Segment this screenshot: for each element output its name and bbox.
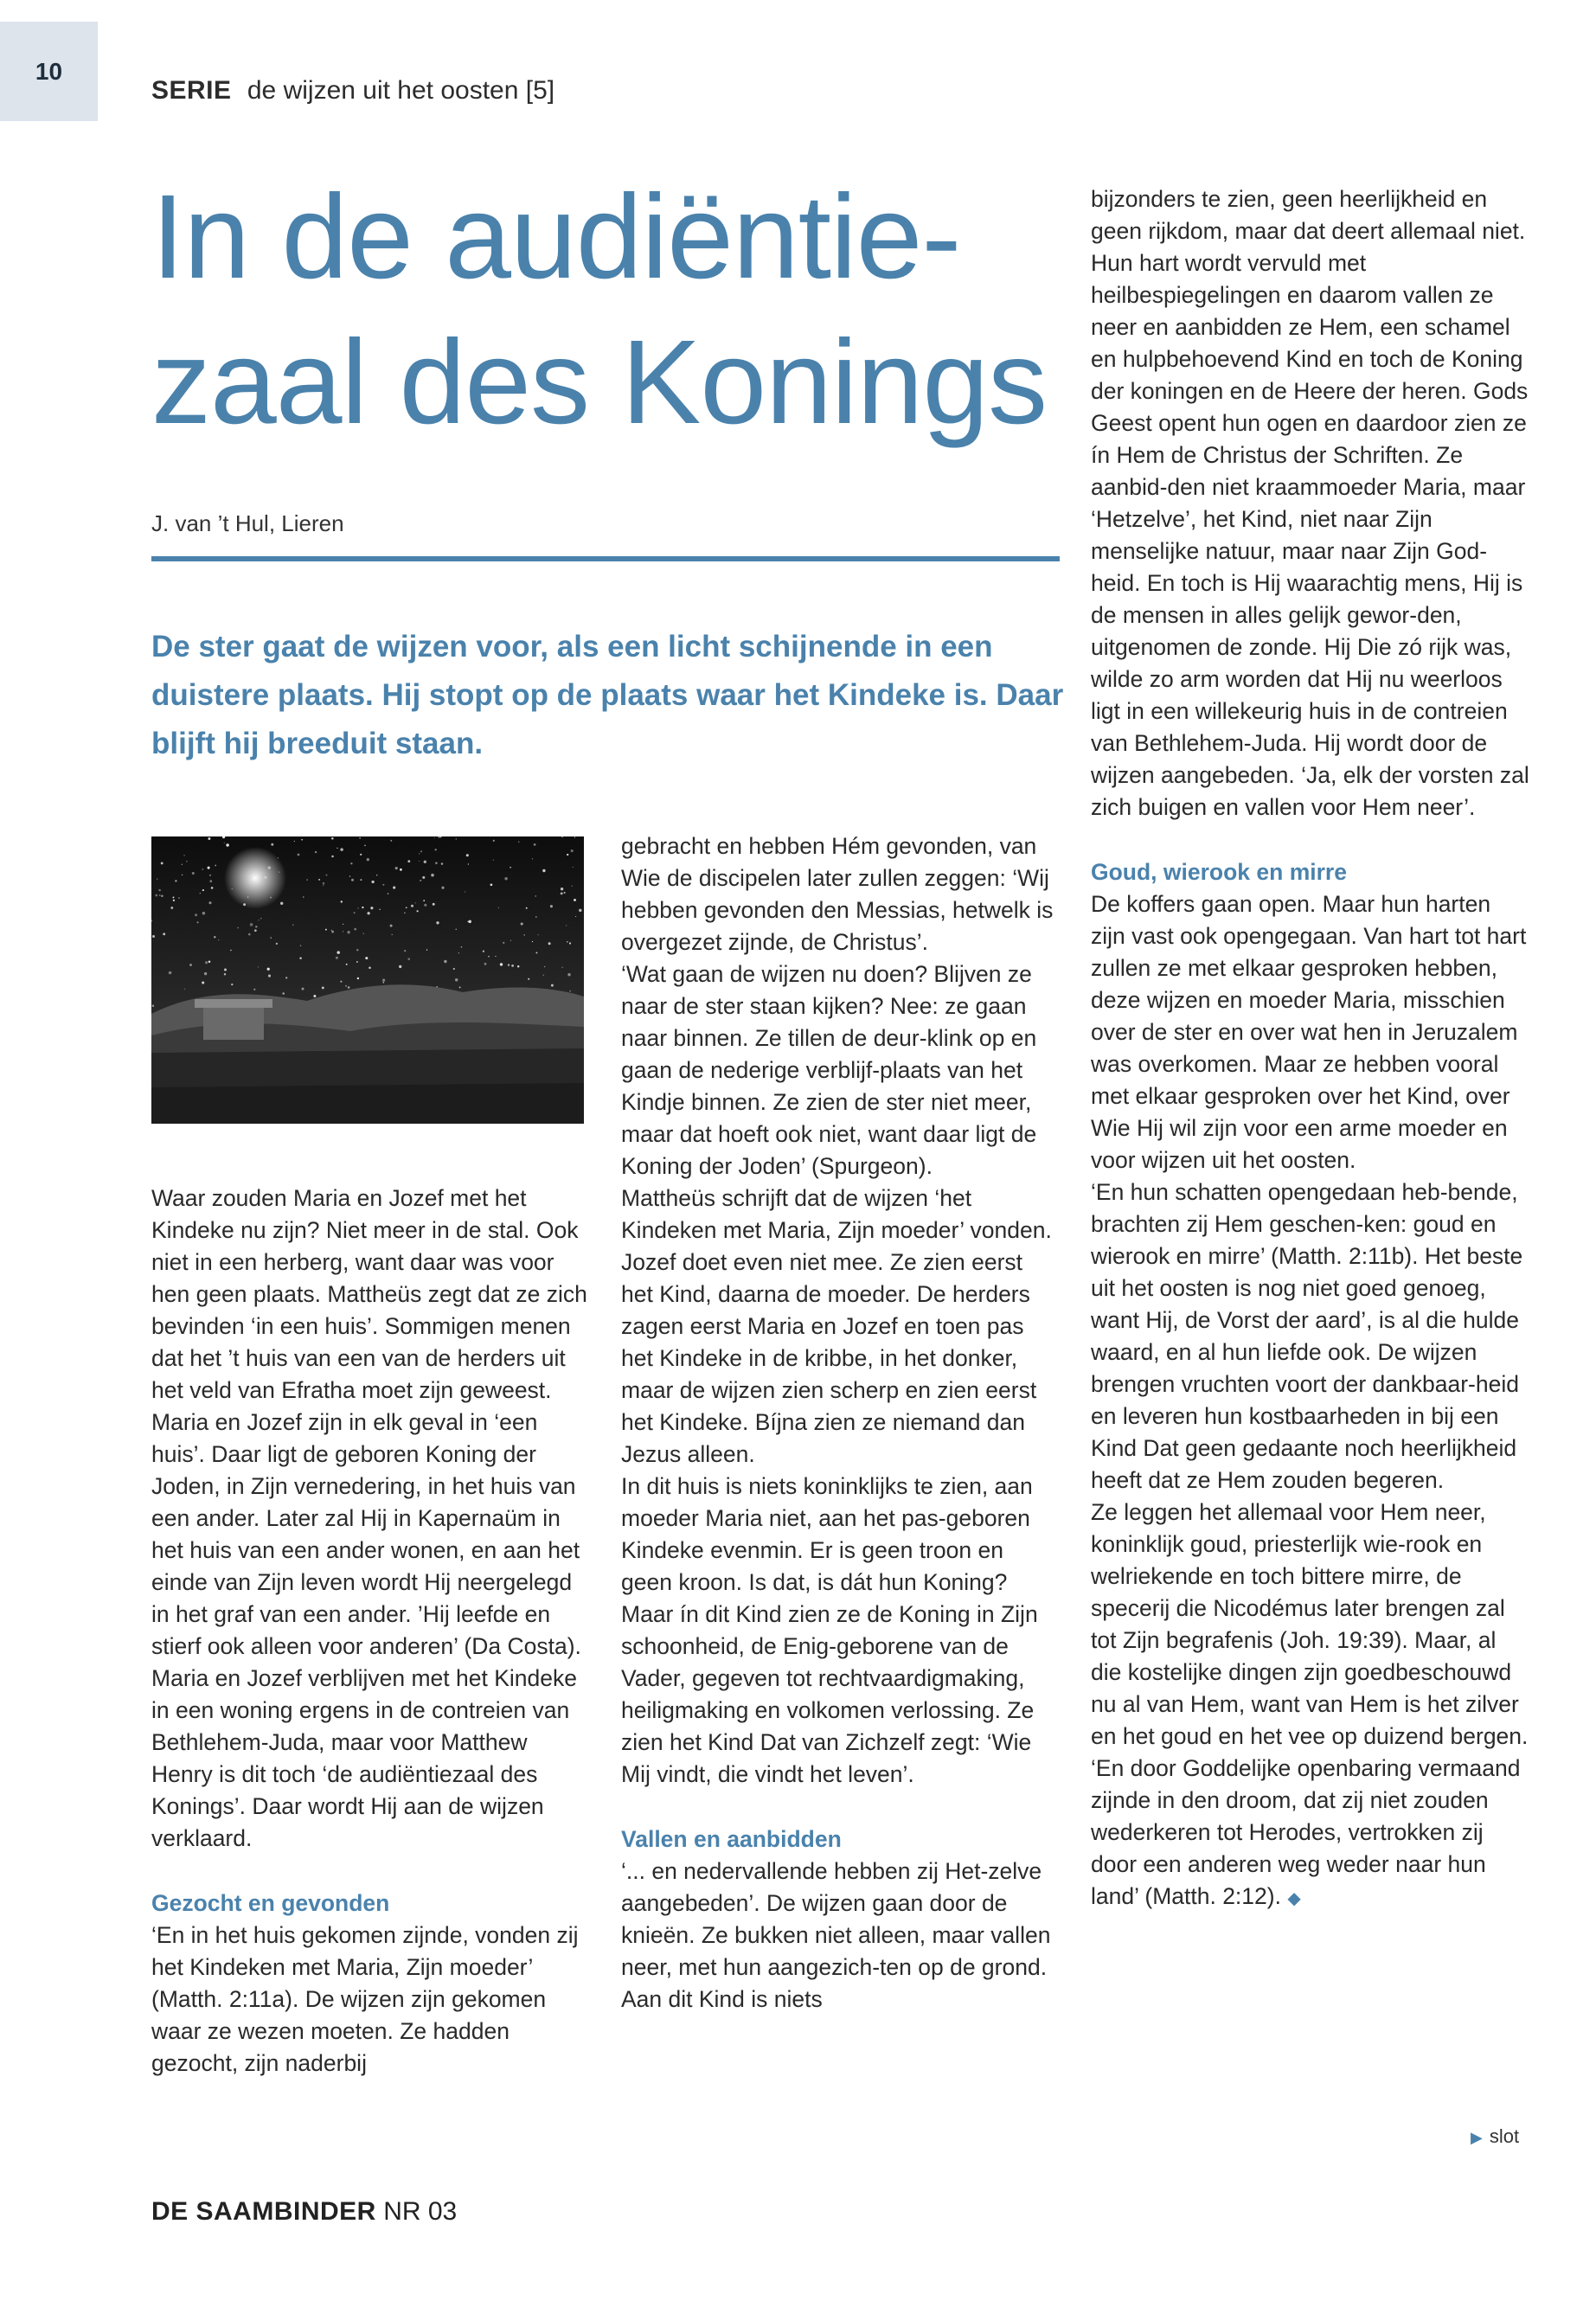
star-dot <box>407 958 410 960</box>
star-dot <box>209 880 212 882</box>
star-dot <box>331 856 334 858</box>
star-dot <box>363 933 364 934</box>
star-dot <box>461 946 463 948</box>
col3-paragraph-5 <box>1091 1753 1530 1915</box>
star-dot <box>356 961 358 963</box>
page-number: 10 <box>0 22 98 121</box>
col2-paragraph-3: Mattheüs schrijft dat de wijzen ‘het Kindeken met Maria, Zijn moeder’ vonden. Jozef doet even niet mee. Ze zien eerst het Kind, daarna de moeder. De herders zagen eerst Maria en Jozef en toen pas het Kindeke in de kribbe, in het donker, maar de wijzen zien scherp en zien eerst het Kindeke. Bíjna zien ze niemand dan Jezus alleen. <box>621 1185 1052 1467</box>
heading-gezocht-en-gevonden: Gezocht en gevonden <box>151 1890 390 1916</box>
star-dot <box>510 867 511 868</box>
star-dot <box>436 921 439 924</box>
star-dot <box>468 920 471 923</box>
star-dot <box>271 937 272 938</box>
star-dot <box>313 995 316 997</box>
star-dot <box>325 929 327 931</box>
star-dot <box>575 916 576 917</box>
star-dot <box>318 879 320 881</box>
star-dot <box>276 943 278 945</box>
star-night-illustration <box>151 836 584 1124</box>
star-dot <box>294 841 295 842</box>
star-dot <box>218 939 219 940</box>
column-1 <box>151 1183 591 2080</box>
star-dot <box>357 907 358 908</box>
star-dot <box>254 929 257 932</box>
star-dot <box>441 862 443 864</box>
star-dot <box>237 927 239 929</box>
star-dot <box>325 875 327 876</box>
author-byline: J. van ’t Hul, Lieren <box>151 510 344 536</box>
star-dot <box>250 923 253 926</box>
star-dot <box>500 963 503 965</box>
col1-paragraph-3: ‘En in het huis gekomen zijnde, vonden zij het Kindeken met Maria, Zijn moeder’ (Matth. 2:11a). De wijzen zijn gekomen waar ze wezen moeten. Ze hadden gezocht, zijn naderbij <box>151 1922 579 2076</box>
star-dot <box>189 964 192 966</box>
star-dot <box>550 905 553 907</box>
star-dot <box>192 872 195 875</box>
star-dot <box>535 916 537 918</box>
star-dot <box>357 977 359 979</box>
star-dot <box>483 951 484 952</box>
star-dot <box>205 961 208 964</box>
star-dot <box>224 973 226 975</box>
star-dot <box>532 941 533 942</box>
star-dot <box>260 918 261 919</box>
continuation-note <box>1471 2125 1519 2148</box>
star-dot <box>347 931 349 933</box>
star-dot <box>299 957 301 958</box>
star-dot <box>183 855 184 856</box>
star-dot <box>360 854 362 856</box>
star-dot <box>508 964 510 965</box>
star-dot <box>152 1004 155 1007</box>
column-2 <box>621 830 1061 2016</box>
star-dot <box>301 839 303 841</box>
star-dot <box>542 869 545 872</box>
star-dot <box>420 850 422 852</box>
star-dot <box>493 860 494 861</box>
col2-paragraph-1: gebracht en hebben Hém gevonden, van Wie de discipelen later zullen zeggen: ‘Wij hebben gevonden den Messias, hetwelk is overgezet zijnde, de Christus’. <box>621 833 1054 955</box>
star-dot <box>322 986 324 989</box>
star-dot <box>561 967 562 968</box>
star-dot <box>371 881 374 883</box>
star-dot <box>419 861 420 862</box>
col3-paragraph-2: De koffers gaan open. Maar hun harten zijn vast ook opengegaan. Van hart tot hart zullen ze met elkaar gesproken hebben, deze wijzen en moeder Maria, misschien over de ster en over wat hen in Jeruzalem was overkomen. Maar ze hebben vooral met elkaar gesproken over het Kind, over Wie Hij wil zijn voor een arme moeder en voor wijzen uit het oosten. <box>1091 891 1527 1173</box>
article-title-line-2: zaal des Konings <box>151 316 1048 449</box>
star-dot <box>573 867 574 868</box>
star-dot <box>173 900 175 901</box>
star-dot <box>202 912 205 914</box>
col2-paragraph-2: ‘Wat gaan de wijzen nu doen? Blijven ze naar de ster staan kijken? Nee: ze gaan naar binnen. Ze tillen de deur-klink op en gaan de nederige verblijf-plaats van het Kindje binnen. Ze zien de ster niet meer, maar dat hoeft ook niet, want daar ligt de Koning der Joden’ (Spurgeon). <box>621 961 1037 1179</box>
star-dot <box>369 966 371 969</box>
star-dot <box>230 950 232 952</box>
star-dot <box>548 942 551 945</box>
star-dot <box>336 957 338 959</box>
star-night-photo <box>151 836 584 1124</box>
star-dot <box>271 843 273 846</box>
col2-paragraph-5: ‘... en nedervallende hebben zij Het-zelve aangebeden’. De wijzen gaan door de knieën. Ze bukken niet alleen, maar vallen neer, met hun aangezich-ten op de grond. Aan dit Kind is niets <box>621 1858 1051 2012</box>
article-title-line-1: In de audiëntie- <box>151 170 961 304</box>
star-dot <box>569 942 571 944</box>
star-dot <box>468 863 469 864</box>
star-dot <box>382 982 384 984</box>
star-dot <box>285 977 287 978</box>
continuation-label: slot <box>1489 2125 1520 2147</box>
star-dot <box>382 979 385 982</box>
star-dot <box>224 969 227 971</box>
star-dot <box>202 868 203 870</box>
star-dot <box>337 951 340 954</box>
star-dot <box>214 936 215 938</box>
star-dot <box>306 879 308 881</box>
star-dot <box>184 989 185 990</box>
star-dot <box>382 884 384 886</box>
star-dot <box>208 961 211 964</box>
star-dot <box>255 926 257 927</box>
star-dot <box>532 858 533 859</box>
star-dot <box>453 968 455 970</box>
star-dot <box>579 909 581 912</box>
star-dot <box>528 978 529 980</box>
star-dot <box>268 975 271 977</box>
star-dot <box>248 933 251 936</box>
star-dot <box>419 853 420 854</box>
star-dot <box>340 981 342 983</box>
col1-paragraph-2: Maria en Jozef verblijven met het Kindeke in een woning ergens in de contreien van Bethlehem-Juda, maar voor Matthew Henry is dit toch ‘de audiëntiezaal des Konings’. Daar wordt Hij aan de wijzen verklaard. <box>151 1665 577 1851</box>
star-dot <box>292 925 293 926</box>
star-dot <box>360 879 362 881</box>
star-dot <box>186 861 187 862</box>
star-dot <box>543 975 544 976</box>
star-dot <box>544 966 545 967</box>
star-dot <box>161 862 163 864</box>
star-dot <box>393 887 395 889</box>
star-dot <box>400 868 402 871</box>
star-dot <box>414 902 415 903</box>
star-dot <box>406 907 407 908</box>
star-dot <box>349 875 351 877</box>
star-dot <box>495 956 496 957</box>
star-dot <box>215 865 216 867</box>
star-dot <box>567 854 568 856</box>
star-dot <box>561 892 563 894</box>
star-dot <box>231 984 233 985</box>
star-dot <box>158 889 161 892</box>
star-dot <box>571 849 574 852</box>
star-dot <box>456 838 457 839</box>
star-dot <box>390 925 393 927</box>
col1-paragraph-1: Waar zouden Maria en Jozef met het Kindeke nu zijn? Niet meer in de stal. Ook niet in een herberg, want daar was voor hen geen plaats. Mattheüs zegt dat ze zich bevinden ‘in een huis’. Sommigen menen dat het ’t huis van een van de herders uit het veld van Efratha moet zijn geweest. Maria en Jozef zijn in elk geval in ‘een huis’. Daar ligt de geboren Koning der Joden, in Zijn vernedering, in het huis van een ander. Later zal Hij in Kapernaüm in het huis van een ander wonen, en aan het einde van Zijn leven wordt Hij neergelegd in het graf van een ander. ’Hij leefde en stierf ook alleen voor anderen’ (Da Costa). <box>151 1185 587 1659</box>
triangle-right-icon: ▶ <box>1471 2129 1483 2146</box>
star-dot <box>258 966 259 967</box>
star-dot <box>567 941 568 943</box>
col2-paragraph-4: In dit huis is niets koninklijks te zien, aan moeder Maria niet, aan het pas-geboren Kindeke evenmin. Er is geen troon en geen kroon. Is dat, is dát hun Koning? Maar ín dit Kind zien ze de Koning in Zijn schoonheid, de Enig-geborene van de Vader, gegeven tot rechtvaardigmaking, heiligmaking en volkomen verlossing. Ze zien het Kind Dat van Zichzelf zegt: ‘Wie Mij vindt, die vindt het leven’. <box>621 1473 1038 1787</box>
star-dot <box>534 843 536 846</box>
star-dot <box>404 950 406 952</box>
star-dot <box>424 861 426 863</box>
star-dot <box>340 848 343 851</box>
col3-paragraph-4: Ze leggen het allemaal voor Hem neer, koninklijk goud, priesterlijk wie-rook en welriekende en toch bittere mirre, de specerij die Nicodémus later brengen zal tot Zijn begrafenis (Joh. 19:39). Maar, al die kostelijke dingen zijn goedbeschouwd nu al van Hem, want van Hem is het zilver en het goud en het vee op duizend bergen. <box>1091 1499 1529 1749</box>
star-dot <box>511 965 514 967</box>
heading-goud-wierook-mirre: Goud, wierook en mirre <box>1091 859 1347 885</box>
star-dot <box>566 925 567 926</box>
star-dot <box>350 862 352 864</box>
star-dot <box>303 896 304 897</box>
star-dot <box>493 840 495 842</box>
star-dot <box>535 952 537 953</box>
end-diamond-icon: ◆ <box>1287 1889 1301 1908</box>
star-dot <box>359 837 360 838</box>
star-dot <box>564 892 566 894</box>
star-dot <box>370 907 373 909</box>
title-rule <box>151 556 1060 561</box>
star-dot <box>399 965 401 968</box>
star-dot <box>362 907 363 908</box>
footer <box>151 2197 457 2227</box>
star-dot <box>155 894 157 897</box>
star-dot <box>518 842 519 843</box>
star-dot <box>424 904 426 907</box>
col3-paragraph-5-text: ‘En door Goddelijke openbaring vermaand zijnde in den droom, dat zij niet zouden wederkeren tot Herodes, vertrokken zij door een anderen weg weder naar hun land’ (Matth. 2:12). <box>1091 1755 1521 1909</box>
star-dot <box>280 902 283 905</box>
star-dot <box>510 940 511 941</box>
star-dot <box>498 907 499 908</box>
star-dot <box>569 990 571 992</box>
star-dot <box>331 930 333 932</box>
star-dot <box>441 887 444 889</box>
star-dot <box>435 862 438 864</box>
star-dot <box>426 949 428 951</box>
star-dot <box>459 986 461 988</box>
star-dot <box>161 895 163 898</box>
star-dot <box>323 885 324 886</box>
star-dot <box>341 901 343 902</box>
star-dot <box>407 860 410 862</box>
star-dot <box>211 887 214 889</box>
issue-number: NR 03 <box>383 2197 458 2226</box>
magazine-name: DE SAAMBINDER <box>151 2197 376 2226</box>
star-dot <box>422 876 425 879</box>
star-dot <box>208 837 210 840</box>
star-dot <box>351 879 354 881</box>
star-dot <box>490 883 493 886</box>
star-dot <box>152 935 155 938</box>
star-dot <box>226 843 228 846</box>
star-dot <box>574 836 575 837</box>
col3-paragraph-3: ‘En hun schatten opengedaan heb-bende, brachten zij Hem geschen-ken: goud en wierook en mirre’ (Matth. 2:11b). Het beste uit het oosten is nog niet goed genoeg, want Hij, de Vorst der aard’, is al die hulde waard, en al hun liefde ook. De wijzen brengen vruchten voort der dankbaar-heid en leveren hun kostbaarheden in bij een Kind Dat geen gedaante noch heerlijkheid heeft dat ze Hem zouden begeren. <box>1091 1179 1523 1493</box>
star-dot <box>354 928 356 931</box>
star-dot <box>431 874 434 877</box>
star-dot <box>267 968 270 971</box>
star-dot <box>561 888 563 890</box>
star-dot <box>392 934 393 935</box>
star-dot <box>178 897 180 899</box>
star-dot <box>521 922 523 925</box>
star-dot <box>365 957 368 959</box>
star-dot <box>182 864 183 865</box>
star-dot <box>346 964 348 965</box>
star-dot <box>163 933 165 935</box>
star-dot <box>202 889 204 891</box>
star-dot <box>484 963 487 965</box>
column-3 <box>1091 183 1530 1915</box>
star-dot <box>517 965 519 967</box>
star-dot <box>434 837 435 838</box>
star-dot <box>159 894 160 895</box>
star-dot <box>444 960 446 963</box>
star-dot <box>175 880 176 881</box>
star-dot <box>208 867 210 869</box>
lead-paragraph: De ster gaat de wijzen voor, als een licht schijnende in een duistere plaats. Hij stopt op de plaats waar het Kindeke is. Daar blijft hij breeduit staan. <box>151 630 1064 760</box>
star-dot <box>323 882 325 885</box>
star-dot <box>417 910 419 912</box>
star-dot <box>572 885 573 886</box>
star-dot <box>367 858 369 861</box>
star-dot <box>567 973 570 976</box>
star-dot <box>455 978 458 982</box>
star-dot <box>208 901 211 904</box>
star-dot <box>551 984 554 987</box>
star-dot <box>209 875 211 876</box>
star-dot <box>195 913 197 916</box>
star-dot <box>331 837 334 840</box>
star-dot <box>345 985 347 987</box>
article-title <box>151 164 1068 455</box>
star-dot <box>302 988 304 990</box>
star-dot <box>435 849 437 850</box>
star-dot <box>458 952 459 953</box>
heading-vallen-en-aanbidden: Vallen en aanbidden <box>621 1826 842 1852</box>
star-dot <box>488 956 490 958</box>
star-dot <box>456 929 457 930</box>
star-dot <box>204 972 207 975</box>
star-dot <box>202 981 204 984</box>
bright-star-icon <box>224 847 286 909</box>
star-dot <box>433 903 435 906</box>
star-dot <box>395 867 398 869</box>
star-dot <box>367 912 369 914</box>
star-dot <box>537 934 538 935</box>
series-title: de wijzen uit het oosten [5] <box>247 76 555 105</box>
star-dot <box>197 921 199 923</box>
col3-paragraph-1: bijzonders te zien, geen heerlijkheid en geen rijkdom, maar dat deert allemaal niet. Hun hart wordt vervuld met heilbespiegelingen en daarom vallen ze neer en aanbidden ze Hem, een schamel en hulpbehoevend Kind en toch de Koning der koningen en de Heere der heren. Gods Geest opent hun ogen en daardoor zien ze ín Hem de Christus der Schriften. Ze aanbid-den niet kraammoeder Maria, maar ‘Hetzelve’, het Kind, niet naar Zijn menselijke natuur, maar naar Zijn God-heid. En toch is Hij waarachtig mens, Hij is de mensen in alles gelijk gewor-den, uitgenomen de zonde. Hij Die zó rijk was, wilde zo arm worden dat Hij nu weerloos ligt in een willekeurig huis in de contreien van Bethlehem-Juda. Hij wordt door de wijzen aangebeden. ‘Ja, elk der vorsten zal zich buigen en vallen voor Hem neer’. <box>1091 186 1529 820</box>
star-dot <box>253 989 255 990</box>
star-dot <box>390 840 392 842</box>
star-dot <box>315 851 317 853</box>
star-dot <box>354 912 356 913</box>
star-dot <box>466 854 469 856</box>
star-dot <box>423 900 425 901</box>
star-dot <box>282 992 285 995</box>
star-dot <box>503 942 504 944</box>
star-dot <box>356 949 358 951</box>
star-dot <box>348 986 350 989</box>
star-dot <box>379 909 380 910</box>
star-dot <box>526 907 528 909</box>
star-dot <box>535 895 536 897</box>
series-label: SERIE <box>151 76 232 105</box>
star-dot <box>504 877 507 880</box>
star-dot <box>169 971 172 975</box>
star-dot <box>420 880 421 881</box>
star-dot <box>574 899 576 901</box>
star-dot <box>298 854 300 856</box>
star-dot <box>170 907 173 909</box>
star-dot <box>173 896 175 898</box>
star-dot <box>364 845 366 847</box>
running-head <box>151 76 554 106</box>
star-dot <box>523 934 525 936</box>
star-dot <box>200 893 201 894</box>
star-dot <box>411 905 413 907</box>
